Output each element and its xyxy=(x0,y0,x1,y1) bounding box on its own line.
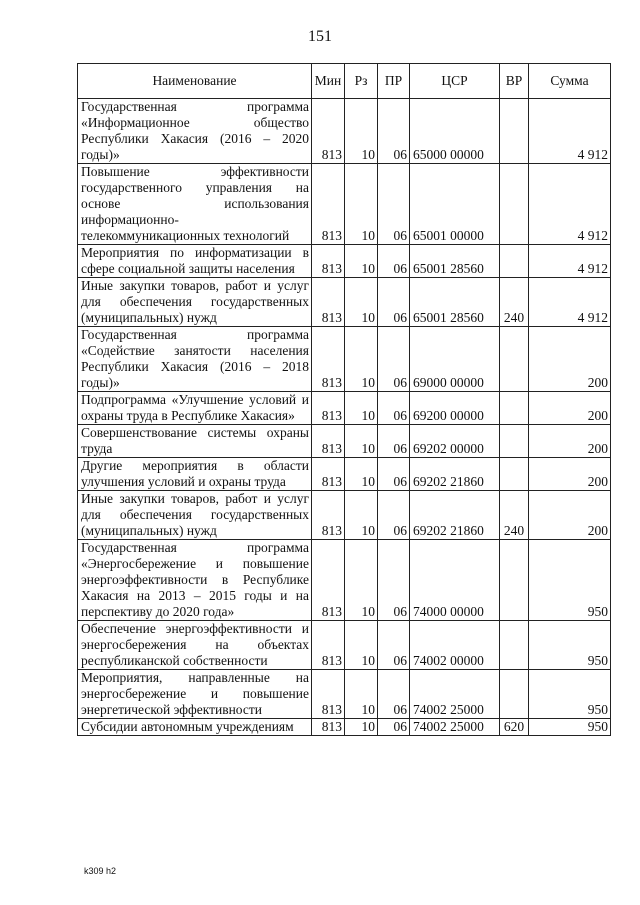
row-pr: 06 xyxy=(378,392,410,425)
row-name: Совершенствование системы охраны труда xyxy=(78,425,312,458)
row-csr: 74002 00000 xyxy=(410,621,500,670)
header-pr: ПР xyxy=(378,64,410,99)
row-min: 813 xyxy=(312,164,345,245)
row-csr: 69202 00000 xyxy=(410,425,500,458)
row-pr: 06 xyxy=(378,278,410,327)
header-name: Наименование xyxy=(78,64,312,99)
row-rz: 10 xyxy=(345,719,378,736)
row-vr: 240 xyxy=(500,278,529,327)
row-name: Обеспечение энергоэффективности и энергосбережения на объектах республиканской собственности xyxy=(78,621,312,670)
row-pr: 06 xyxy=(378,540,410,621)
row-min: 813 xyxy=(312,458,345,491)
row-min: 813 xyxy=(312,327,345,392)
row-vr: 240 xyxy=(500,491,529,540)
row-name: Государственная программа «Содействие занятости населения Республики Хакасия (2016 – 2018 годы)» xyxy=(78,327,312,392)
table-row xyxy=(78,327,611,392)
row-min: 813 xyxy=(312,719,345,736)
row-vr xyxy=(500,327,529,392)
row-pr: 06 xyxy=(378,164,410,245)
row-name: Другие мероприятия в области улучшения условий и охраны труда xyxy=(78,458,312,491)
table-row xyxy=(78,670,611,719)
footer-code: k309 h2 xyxy=(84,866,117,876)
page-number: 151 xyxy=(308,28,332,45)
row-min: 813 xyxy=(312,670,345,719)
table-row xyxy=(78,719,611,736)
row-sum: 200 xyxy=(529,392,611,425)
row-rz: 10 xyxy=(345,99,378,164)
row-vr xyxy=(500,621,529,670)
row-vr xyxy=(500,540,529,621)
row-rz: 10 xyxy=(345,245,378,278)
row-min: 813 xyxy=(312,99,345,164)
row-pr: 06 xyxy=(378,245,410,278)
row-name: Иные закупки товаров, работ и услуг для обеспечения государственных (муниципальных) нужд xyxy=(78,278,312,327)
row-csr: 69202 21860 xyxy=(410,491,500,540)
row-sum: 200 xyxy=(529,327,611,392)
row-pr: 06 xyxy=(378,458,410,491)
row-name: Государственная программа «Информационное общество Республики Хакасия (2016 – 2020 годы)» xyxy=(78,99,312,164)
table-row xyxy=(78,278,611,327)
row-vr xyxy=(500,245,529,278)
table-row xyxy=(78,164,611,245)
row-vr xyxy=(500,392,529,425)
row-rz: 10 xyxy=(345,491,378,540)
row-rz: 10 xyxy=(345,540,378,621)
row-name: Повышение эффективности государственного управления на основе использования информационно-телекоммуникационных технологий xyxy=(78,164,312,245)
row-rz: 10 xyxy=(345,164,378,245)
row-vr xyxy=(500,670,529,719)
table-row xyxy=(78,491,611,540)
row-name: Иные закупки товаров, работ и услуг для обеспечения государственных (муниципальных) нужд xyxy=(78,491,312,540)
row-csr: 74002 25000 xyxy=(410,670,500,719)
row-name: Субсидии автономным учреждениям xyxy=(78,719,312,736)
row-csr: 65000 00000 xyxy=(410,99,500,164)
row-pr: 06 xyxy=(378,491,410,540)
row-min: 813 xyxy=(312,392,345,425)
row-sum: 4 912 xyxy=(529,99,611,164)
row-sum: 200 xyxy=(529,491,611,540)
row-csr: 69200 00000 xyxy=(410,392,500,425)
row-pr: 06 xyxy=(378,719,410,736)
table-header-row xyxy=(78,64,611,99)
row-csr: 74000 00000 xyxy=(410,540,500,621)
row-sum: 950 xyxy=(529,670,611,719)
row-rz: 10 xyxy=(345,458,378,491)
table-row xyxy=(78,425,611,458)
row-csr: 69000 00000 xyxy=(410,327,500,392)
row-pr: 06 xyxy=(378,621,410,670)
row-pr: 06 xyxy=(378,327,410,392)
row-pr: 06 xyxy=(378,99,410,164)
row-vr xyxy=(500,164,529,245)
row-rz: 10 xyxy=(345,392,378,425)
row-rz: 10 xyxy=(345,327,378,392)
header-vr: ВР xyxy=(500,64,529,99)
row-min: 813 xyxy=(312,540,345,621)
table-row xyxy=(78,458,611,491)
table-row xyxy=(78,621,611,670)
header-rz: Рз xyxy=(345,64,378,99)
row-sum: 4 912 xyxy=(529,245,611,278)
budget-table xyxy=(77,63,611,736)
row-vr xyxy=(500,458,529,491)
row-name: Государственная программа «Энергосбережение и повышение энергоэффективности в Республике Хакасия на 2013 – 2015 годы и на перспективу до 2020 года» xyxy=(78,540,312,621)
row-csr: 65001 28560 xyxy=(410,245,500,278)
row-sum: 200 xyxy=(529,458,611,491)
row-sum: 950 xyxy=(529,719,611,736)
row-sum: 950 xyxy=(529,540,611,621)
row-csr: 69202 21860 xyxy=(410,458,500,491)
row-sum: 4 912 xyxy=(529,164,611,245)
header-sum: Сумма xyxy=(529,64,611,99)
row-pr: 06 xyxy=(378,670,410,719)
table-row xyxy=(78,245,611,278)
table-row xyxy=(78,540,611,621)
row-min: 813 xyxy=(312,491,345,540)
row-min: 813 xyxy=(312,425,345,458)
row-rz: 10 xyxy=(345,621,378,670)
row-min: 813 xyxy=(312,621,345,670)
header-min: Мин xyxy=(312,64,345,99)
table-row xyxy=(78,392,611,425)
row-sum: 200 xyxy=(529,425,611,458)
row-name: Мероприятия по информатизации в сфере социальной защиты населения xyxy=(78,245,312,278)
row-vr xyxy=(500,99,529,164)
row-csr: 65001 28560 xyxy=(410,278,500,327)
row-vr: 620 xyxy=(500,719,529,736)
row-name: Мероприятия, направленные на энергосбережение и повышение энергетической эффективности xyxy=(78,670,312,719)
row-csr: 74002 25000 xyxy=(410,719,500,736)
header-csr: ЦСР xyxy=(410,64,500,99)
table-row xyxy=(78,99,611,164)
row-rz: 10 xyxy=(345,670,378,719)
row-vr xyxy=(500,425,529,458)
row-rz: 10 xyxy=(345,425,378,458)
row-rz: 10 xyxy=(345,278,378,327)
row-csr: 65001 00000 xyxy=(410,164,500,245)
row-pr: 06 xyxy=(378,425,410,458)
row-sum: 950 xyxy=(529,621,611,670)
row-min: 813 xyxy=(312,245,345,278)
row-name: Подпрограмма «Улучшение условий и охраны труда в Республике Хакасия» xyxy=(78,392,312,425)
row-min: 813 xyxy=(312,278,345,327)
row-sum: 4 912 xyxy=(529,278,611,327)
